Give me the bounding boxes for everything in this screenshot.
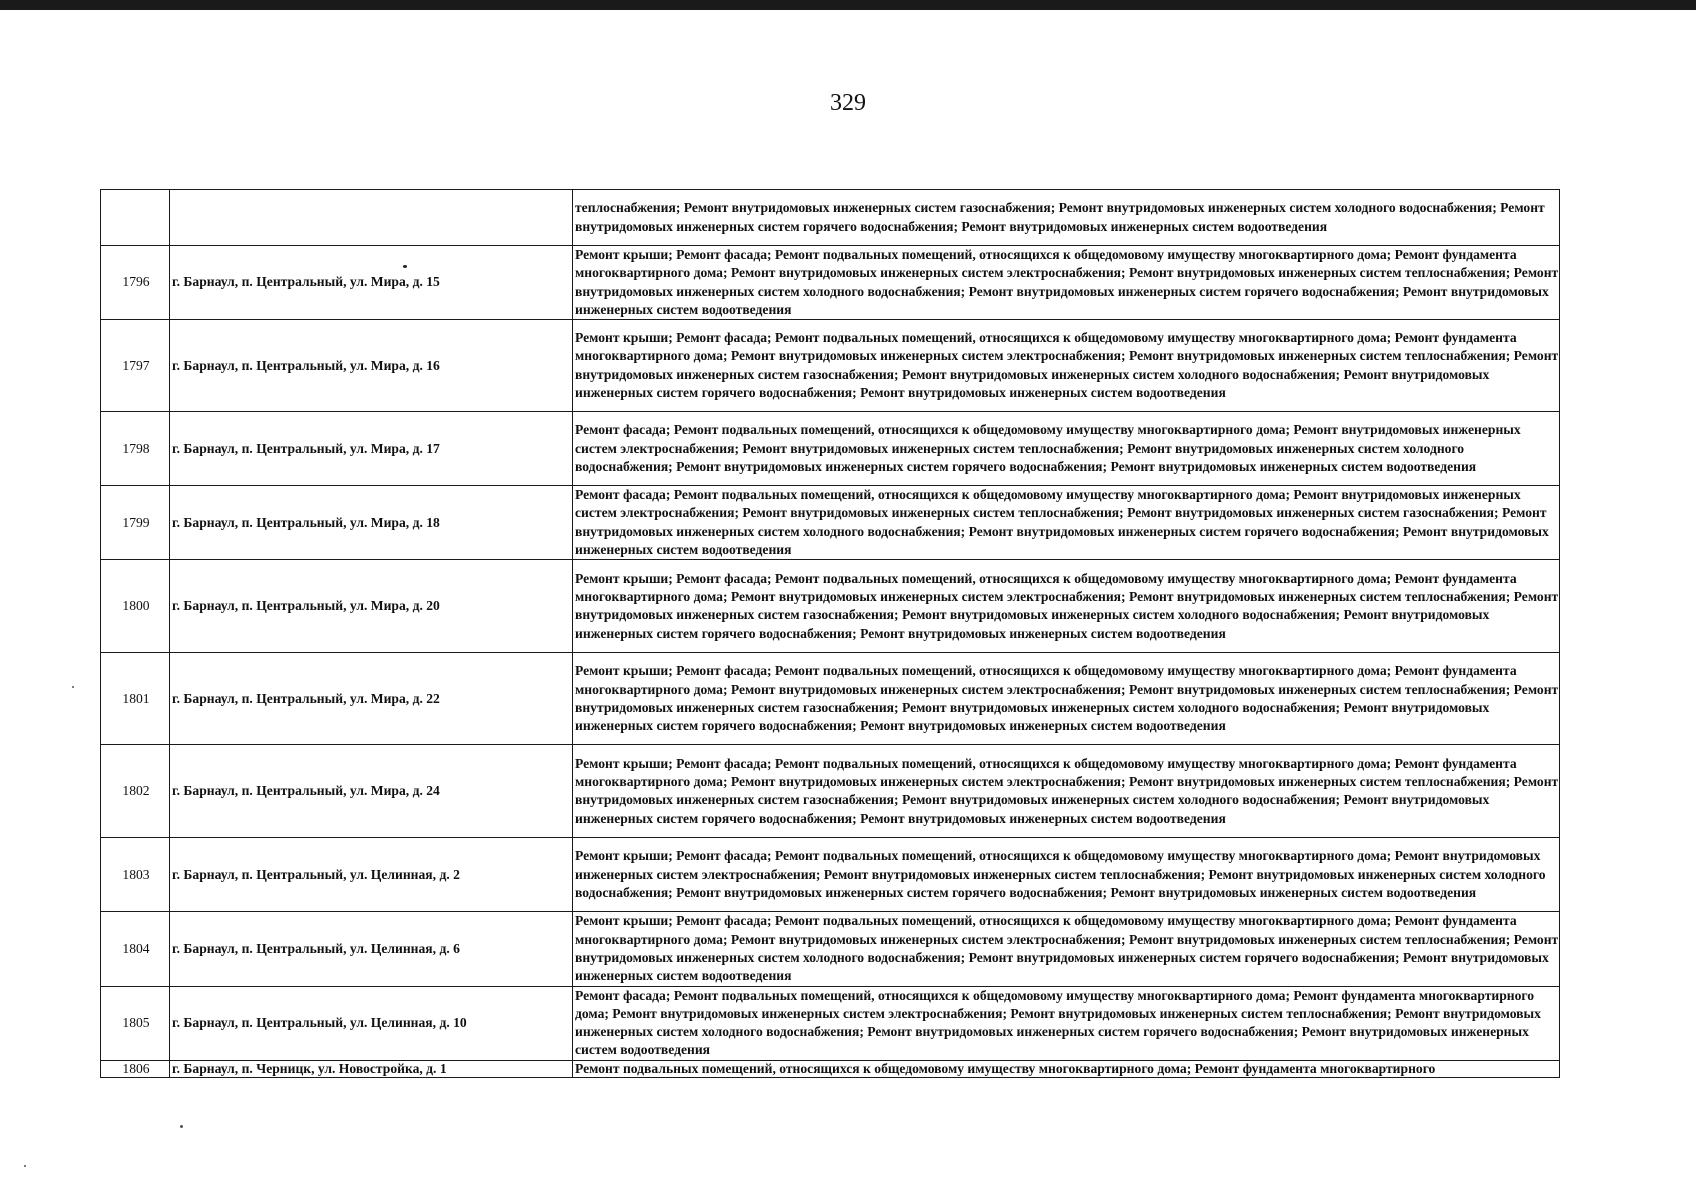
scan-speck [72,686,74,688]
row-number: 1806 [101,1060,170,1077]
work-types-cell: Ремонт крыши; Ремонт фасада; Ремонт подвальных помещений, относящихся к общедомовому имуществу многоквартирного дома; Ремонт фундамента многоквартирного дома; Ремонт внутридомовых инженерных систем электроснабжения; Ремонт внутридомовых инженерных систем теплоснабжения; Ремонт внутридомовых инженерных систем холодного водоснабжения; Ремонт внутридомовых инженерных систем горячего водоснабжения; Ремонт внутридомовых инженерных систем водоотведения [573,246,1560,320]
table-row [101,190,1560,246]
address-cell [170,190,573,246]
work-types-cell: Ремонт фасада; Ремонт подвальных помещений, относящихся к общедомовому имуществу многоквартирного дома; Ремонт внутридомовых инженерных систем электроснабжения; Ремонт внутридомовых инженерных систем теплоснабжения; Ремонт внутридомовых инженерных систем газоснабжения; Ремонт внутридомовых инженерных систем холодного водоснабжения; Ремонт внутридомовых инженерных систем горячего водоснабжения; Ремонт внутридомовых инженерных систем водоотведения [573,486,1560,560]
work-types-cell: Ремонт фасада; Ремонт подвальных помещений, относящихся к общедомовому имуществу многоквартирного дома; Ремонт фундамента многоквартирного дома; Ремонт внутридомовых инженерных систем электроснабжения; Ремонт внутридомовых инженерных систем теплоснабжения; Ремонт внутридомовых инженерных систем холодного водоснабжения; Ремонт внутридомовых инженерных систем горячего водоснабжения; Ремонт внутридомовых инженерных систем водоотведения [573,986,1560,1060]
work-types-cell: Ремонт крыши; Ремонт фасада; Ремонт подвальных помещений, относящихся к общедомовому имуществу многоквартирного дома; Ремонт фундамента многоквартирного дома; Ремонт внутридомовых инженерных систем электроснабжения; Ремонт внутридомовых инженерных систем теплоснабжения; Ремонт внутридомовых инженерных систем газоснабжения; Ремонт внутридомовых инженерных систем холодного водоснабжения; Ремонт внутридомовых инженерных систем горячего водоснабжения; Ремонт внутридомовых инженерных систем водоотведения [573,320,1560,412]
address-cell: г. Барнаул, п. Центральный, ул. Мира, д. 15 [170,246,573,320]
table-row [101,486,1560,560]
row-number: 1801 [101,653,170,745]
address-cell: г. Барнаул, п. Черницк, ул. Новостройка, д. 1 [170,1060,573,1077]
work-types-cell: теплоснабжения; Ремонт внутридомовых инженерных систем газоснабжения; Ремонт внутридомовых инженерных систем холодного водоснабжения; Ремонт внутридомовых инженерных систем горячего водоснабжения; Ремонт внутридомовых инженерных систем водоотведения [573,190,1560,246]
table-row [101,653,1560,745]
work-types-cell: Ремонт крыши; Ремонт фасада; Ремонт подвальных помещений, относящихся к общедомовому имуществу многоквартирного дома; Ремонт фундамента многоквартирного дома; Ремонт внутридомовых инженерных систем электроснабжения; Ремонт внутридомовых инженерных систем теплоснабжения; Ремонт внутридомовых инженерных систем газоснабжения; Ремонт внутридомовых инженерных систем холодного водоснабжения; Ремонт внутридомовых инженерных систем горячего водоснабжения; Ремонт внутридомовых инженерных систем водоотведения [573,560,1560,653]
row-number: 1803 [101,838,170,912]
address-cell: г. Барнаул, п. Центральный, ул. Целинная, д. 10 [170,986,573,1060]
address-cell: г. Барнаул, п. Центральный, ул. Мира, д. 18 [170,486,573,560]
page-number: 329 [830,90,866,116]
scan-top-edge [0,0,1696,10]
work-types-cell: Ремонт фасада; Ремонт подвальных помещений, относящихся к общедомовому имуществу многоквартирного дома; Ремонт внутридомовых инженерных систем электроснабжения; Ремонт внутридомовых инженерных систем теплоснабжения; Ремонт внутридомовых инженерных систем холодного водоснабжения; Ремонт внутридомовых инженерных систем горячего водоснабжения; Ремонт внутридомовых инженерных систем водоотведения [573,412,1560,486]
row-number: 1796 [101,246,170,320]
address-cell: г. Барнаул, п. Центральный, ул. Мира, д. 24 [170,745,573,838]
scan-speck [180,1125,183,1128]
row-number: 1804 [101,912,170,986]
row-number: 1805 [101,986,170,1060]
row-number: 1799 [101,486,170,560]
table-row [101,560,1560,653]
work-types-cell: Ремонт крыши; Ремонт фасада; Ремонт подвальных помещений, относящихся к общедомовому имуществу многоквартирного дома; Ремонт фундамента многоквартирного дома; Ремонт внутридомовых инженерных систем электроснабжения; Ремонт внутридомовых инженерных систем теплоснабжения; Ремонт внутридомовых инженерных систем холодного водоснабжения; Ремонт внутридомовых инженерных систем горячего водоснабжения; Ремонт внутридомовых инженерных систем водоотведения [573,912,1560,986]
address-cell: г. Барнаул, п. Центральный, ул. Мира, д. 20 [170,560,573,653]
work-types-cell: Ремонт крыши; Ремонт фасада; Ремонт подвальных помещений, относящихся к общедомовому имуществу многоквартирного дома; Ремонт внутридомовых инженерных систем электроснабжения; Ремонт внутридомовых инженерных систем теплоснабжения; Ремонт внутридомовых инженерных систем холодного водоснабжения; Ремонт внутридомовых инженерных систем горячего водоснабжения; Ремонт внутридомовых инженерных систем водоотведения [573,838,1560,912]
address-cell: г. Барнаул, п. Центральный, ул. Целинная, д. 2 [170,838,573,912]
repair-objects-table [100,189,1560,1078]
work-types-cell: Ремонт крыши; Ремонт фасада; Ремонт подвальных помещений, относящихся к общедомовому имуществу многоквартирного дома; Ремонт фундамента многоквартирного дома; Ремонт внутридомовых инженерных систем электроснабжения; Ремонт внутридомовых инженерных систем теплоснабжения; Ремонт внутридомовых инженерных систем газоснабжения; Ремонт внутридомовых инженерных систем холодного водоснабжения; Ремонт внутридомовых инженерных систем горячего водоснабжения; Ремонт внутридомовых инженерных систем водоотведения [573,745,1560,838]
scan-speck [403,265,407,268]
table-row [101,246,1560,320]
row-number: 1797 [101,320,170,412]
scan-speck [24,1165,26,1167]
address-cell: г. Барнаул, п. Центральный, ул. Мира, д. 22 [170,653,573,745]
row-number: 1800 [101,560,170,653]
table-row [101,745,1560,838]
row-number: 1798 [101,412,170,486]
address-cell: г. Барнаул, п. Центральный, ул. Целинная, д. 6 [170,912,573,986]
address-cell: г. Барнаул, п. Центральный, ул. Мира, д. 17 [170,412,573,486]
table-row [101,986,1560,1060]
table-row [101,1060,1560,1077]
table-row [101,912,1560,986]
table-row [101,838,1560,912]
row-number: 1802 [101,745,170,838]
address-cell: г. Барнаул, п. Центральный, ул. Мира, д. 16 [170,320,573,412]
table-row [101,412,1560,486]
table-row [101,320,1560,412]
work-types-cell: Ремонт крыши; Ремонт фасада; Ремонт подвальных помещений, относящихся к общедомовому имуществу многоквартирного дома; Ремонт фундамента многоквартирного дома; Ремонт внутридомовых инженерных систем электроснабжения; Ремонт внутридомовых инженерных систем теплоснабжения; Ремонт внутридомовых инженерных систем газоснабжения; Ремонт внутридомовых инженерных систем холодного водоснабжения; Ремонт внутридомовых инженерных систем горячего водоснабжения; Ремонт внутридомовых инженерных систем водоотведения [573,653,1560,745]
work-types-cell: Ремонт подвальных помещений, относящихся к общедомовому имуществу многоквартирного дома; Ремонт фундамента многоквартирного [573,1060,1560,1077]
row-number [101,190,170,246]
